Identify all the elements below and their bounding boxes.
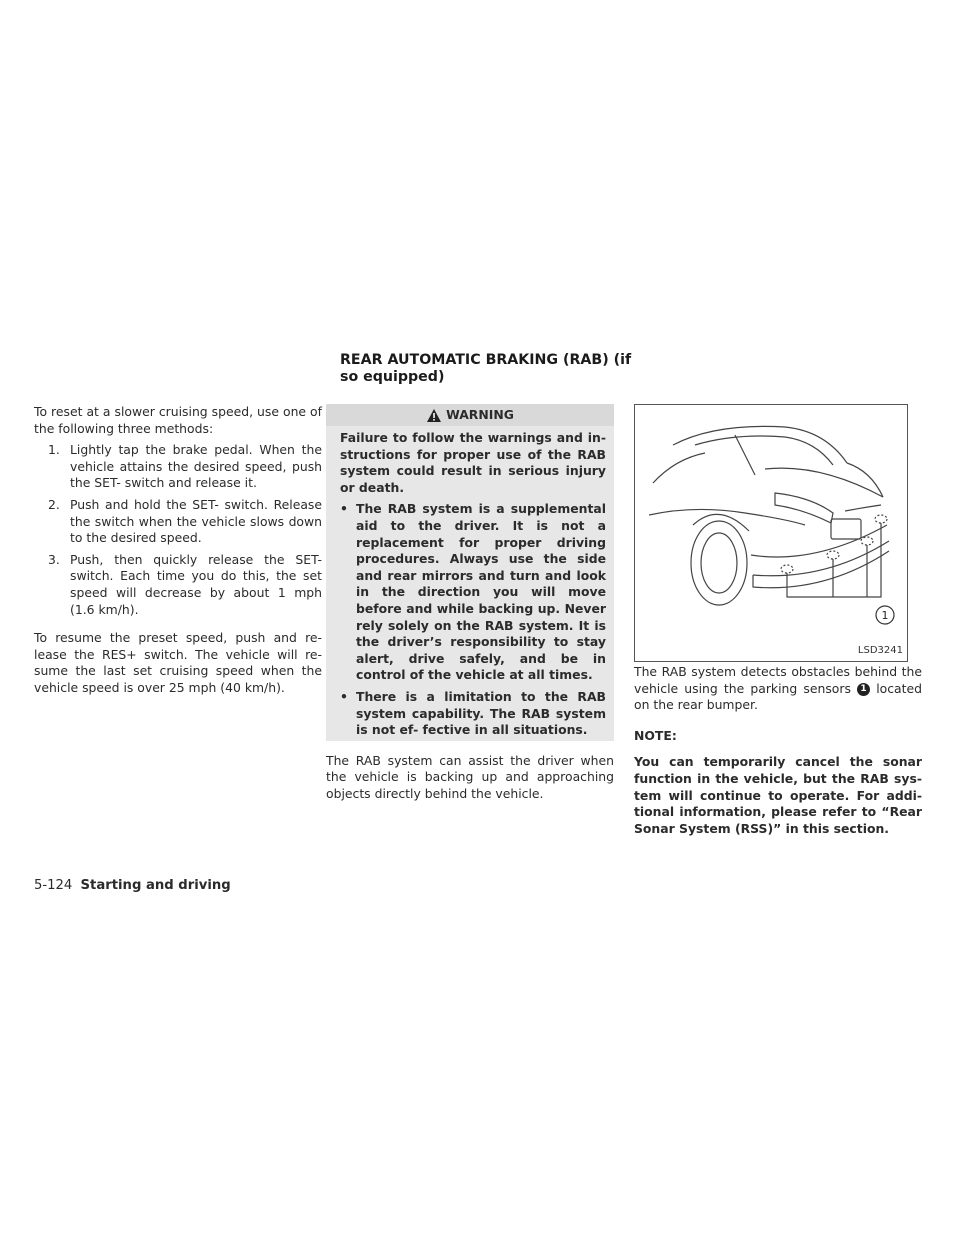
detect-paragraph: [634, 664, 922, 714]
step-text: Push, then quickly release the SET- switch. Each time you do this, the set speed will decrease by about 1 mph (1.6 km/h).: [70, 551, 322, 617]
reset-intro: To reset at a slower cruising speed, use one of the following three methods:: [34, 404, 322, 436]
car-rear-illustration: [635, 405, 907, 661]
step-number: 2.: [48, 496, 60, 512]
marker-1-icon: 1: [857, 683, 870, 696]
warning-triangle-icon: [426, 408, 442, 423]
warning-label: WARNING: [446, 406, 514, 422]
column-right: [634, 404, 922, 837]
warning-header: [326, 404, 614, 426]
detect-text-after: located on the rear bumper.: [634, 680, 922, 713]
warning-main: Failure to follow the warnings and in- structions for proper use of the RAB system could result in serious injury or death.: [340, 430, 606, 495]
detect-text: The RAB system detects obstacles behind the vehicle using the parking sensors: [634, 664, 922, 696]
warning-bullet-text: The RAB system is a supplemental aid to the driver. It is not a replacement for proper driving procedures. Always use the side and rear mirrors and turn and look in the direction you will move before and while backing up. Never rely solely on the RAB system. It is the driver’s responsibility to stay alert, drive safely, and be in control of the vehicle at all times.: [356, 501, 606, 683]
list-item: [340, 689, 606, 739]
rear-sensor-figure: [634, 404, 908, 662]
list-item: [34, 442, 322, 492]
step-text: Push and hold the SET- switch. Release the switch when the vehicle slows down to the desired speed.: [70, 496, 322, 546]
resume-paragraph: To resume the preset speed, push and re- lease the RES+ switch. The vehicle will re- sume the last set cruising speed when the vehicle speed is over 25 mph (40 km/h).: [34, 630, 322, 695]
list-item: [340, 501, 606, 684]
note-label: NOTE:: [634, 727, 677, 743]
bullet-icon: •: [340, 688, 348, 704]
page-footer: [34, 878, 231, 893]
warning-box: [326, 404, 614, 741]
step-text: Lightly tap the brake pedal. When the vehicle attains the desired speed, push the SET- switch and release it.: [70, 442, 322, 491]
callout-number: 1: [881, 609, 889, 622]
chapter-name: Starting and driving: [80, 878, 231, 893]
warning-bullet-text: There is a limitation to the RAB system capability. The RAB system is not ef- fective in all situations.: [356, 688, 606, 738]
warning-body: [326, 430, 614, 739]
rab-assist-paragraph: The RAB system can assist the driver when the vehicle is backing up and approaching objects directly behind the vehicle.: [326, 752, 614, 801]
column-left: [34, 404, 322, 697]
page-number: 5-124: [34, 878, 73, 893]
figure-code: LSD3241: [857, 645, 903, 657]
reset-steps: [34, 442, 322, 618]
column-middle: [326, 404, 614, 802]
list-item: [34, 552, 322, 618]
bullet-icon: •: [340, 501, 348, 517]
note-text: You can temporarily cancel the sonar function in the vehicle, but the RAB sys- tem will continue to operate. For addi- tional information, please refer to “Rear Sonar System (RSS)” in this section.: [634, 754, 922, 836]
step-number: 3.: [48, 551, 60, 567]
step-number: 1.: [48, 442, 60, 458]
list-item: [34, 497, 322, 547]
section-title: REAR AUTOMATIC BRAKING (RAB) (if so equipped): [340, 352, 632, 385]
